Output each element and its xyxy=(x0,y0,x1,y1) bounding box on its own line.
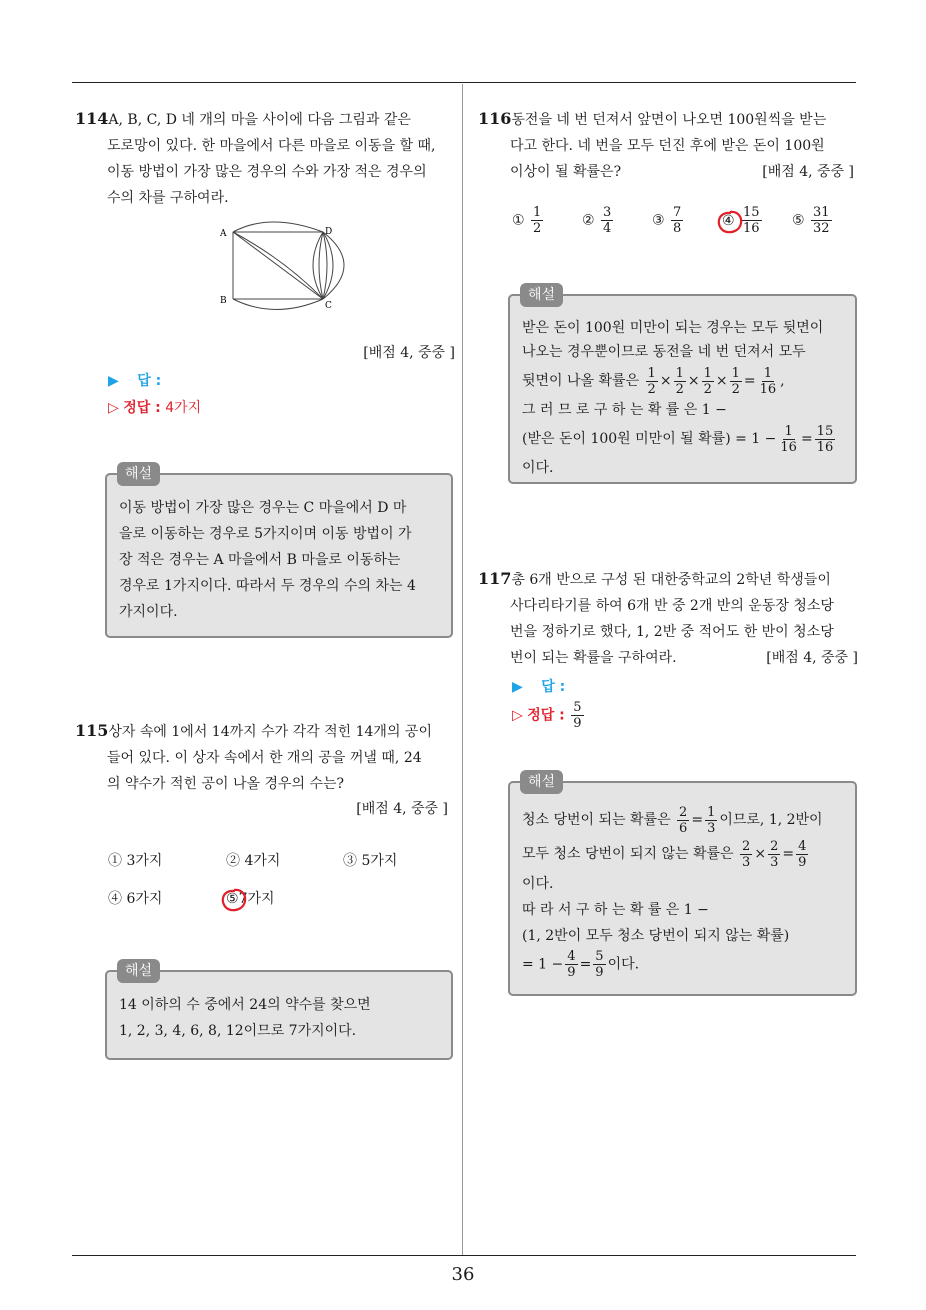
option-2[interactable] xyxy=(582,205,615,236)
option-1[interactable]: ① 3가지 xyxy=(108,853,163,869)
selected-mark xyxy=(722,213,735,229)
option-fraction: $\frac{15}{16}$ xyxy=(743,205,760,236)
question-text-line: 번이 되는 확률을 구하여라. xyxy=(510,650,677,666)
solution-line: 이다. xyxy=(522,460,554,476)
option-5[interactable] xyxy=(792,205,834,236)
solution-line: 14 이하의 수 중에서 24의 약수를 찾으면 xyxy=(119,997,371,1013)
option-1[interactable] xyxy=(512,205,545,236)
question-116 xyxy=(478,106,858,185)
solution-line: 이동 방법이 가장 많은 경우는 C 마을에서 D 마 xyxy=(119,500,407,516)
question-text-line: 이동 방법이 가장 많은 경우의 수와 가장 적은 경우의 xyxy=(107,164,427,180)
option-2[interactable]: ② 4가지 xyxy=(226,853,281,869)
solution-box-115 xyxy=(105,963,453,1060)
solution-line: 가지이다. xyxy=(119,604,178,620)
figure-label-b: B xyxy=(220,296,227,306)
option-mark: ② xyxy=(582,212,595,229)
solution-line: 나오는 경우뿐이므로 동전을 네 번 던져서 모두 xyxy=(522,344,806,360)
correct-triangle-icon: ▷ xyxy=(512,707,523,724)
solution-line: (1, 2반이 모두 청소 당번이 되지 않는 확률) xyxy=(522,928,790,944)
score-label: [배점 4, 중중 ] xyxy=(762,164,854,180)
answer-triangle-icon: ▶ xyxy=(108,373,119,389)
question-115 xyxy=(75,718,460,797)
question-text-line: 번을 정하기로 했다, 1, 2반 중 적어도 한 반이 청소당 xyxy=(510,624,834,640)
option-mark: ① xyxy=(512,212,525,229)
question-number: 115 xyxy=(75,721,109,740)
score-label: [배점 4, 중중 ] xyxy=(766,650,858,666)
option-fraction: $\frac{1}{2}$ xyxy=(533,205,542,236)
correct-label: 정답 : xyxy=(527,707,565,724)
option-fraction: $\frac{7}{8}$ xyxy=(673,205,682,236)
option-mark: ⑤ xyxy=(226,891,239,907)
option-text: 7가지 xyxy=(238,891,275,907)
solution-tag: 해설 xyxy=(520,283,563,307)
option-4[interactable]: ④ 6가지 xyxy=(108,891,163,907)
option-3[interactable]: ③ 5가지 xyxy=(343,853,398,869)
score-label: [배점 4, 중중 ] xyxy=(363,345,455,361)
score-label: [배점 4, 중중 ] xyxy=(356,801,448,817)
answer-row xyxy=(108,370,161,392)
option-4[interactable] xyxy=(722,205,764,236)
option-fraction: $\frac{3}{4}$ xyxy=(603,205,612,236)
solution-line: 을로 이동하는 경우로 5가지이며 이동 방법이 가 xyxy=(119,526,412,542)
column-divider xyxy=(462,84,463,1255)
question-text-line: 총 6개 반으로 구성 된 대한중학교의 2학년 학생들이 xyxy=(511,572,831,588)
solution-line: 모두 청소 당번이 되지 않는 확률은 $\frac{2}{3}$ × $\frac{2}{3}$ = $\frac{4}{9}$ xyxy=(522,838,807,870)
solution-box-117 xyxy=(508,774,857,996)
question-text-line: 의 약수가 적힌 공이 나올 경우의 수는? xyxy=(107,776,345,792)
question-number: 116 xyxy=(478,109,512,128)
solution-box-116 xyxy=(508,287,857,484)
solution-line: 그 러 므 로 구 하 는 확 률 은 1 − xyxy=(522,402,727,418)
solution-line: 이다. xyxy=(522,876,554,892)
correct-value: 4가지 xyxy=(165,400,202,416)
question-text-line: A, B, C, D 네 개의 마을 사이에 다음 그림과 같은 xyxy=(108,112,411,128)
solution-line: 받은 돈이 100원 미만이 되는 경우는 모두 뒷면이 xyxy=(522,320,824,336)
selected-mark xyxy=(226,891,239,907)
solution-line: 청소 당번이 되는 확률은 $\frac{2}{6}$ = $\frac{1}{3}$ 이므로, 1, 2반이 xyxy=(522,804,823,836)
question-text-line: 도로망이 있다. 한 마을에서 다른 마을로 이동을 할 때, xyxy=(107,138,436,154)
solution-line: 1, 2, 3, 4, 6, 8, 12이므로 7가지이다. xyxy=(119,1023,357,1039)
question-number: 114 xyxy=(75,109,109,128)
top-rule xyxy=(72,82,856,83)
option-fraction: $\frac{31}{32}$ xyxy=(813,205,830,236)
correct-fraction: $\frac{5}{9}$ xyxy=(573,700,582,731)
option-3[interactable] xyxy=(652,205,685,236)
figure-label-a: A xyxy=(220,229,227,239)
solution-line: = 1 − $\frac{4}{9}$ = $\frac{5}{9}$ 이다. xyxy=(522,949,640,980)
solution-line: 경우로 1가지이다. 따라서 두 경우의 수의 차는 4 xyxy=(119,578,416,594)
correct-label: 정답 : xyxy=(123,400,161,416)
question-114 xyxy=(75,106,460,211)
answer-triangle-icon: ▶ xyxy=(512,679,523,695)
road-network-figure xyxy=(215,220,355,320)
question-text-line: 상자 속에 1에서 14까지 수가 각각 적힌 14개의 공이 xyxy=(108,724,432,740)
red-circle-icon xyxy=(220,887,248,913)
option-mark: ③ xyxy=(652,212,665,229)
question-text-line: 수의 차를 구하여라. xyxy=(107,190,229,206)
option-mark: ④ xyxy=(722,212,735,229)
question-number: 117 xyxy=(478,569,512,588)
option-mark: ⑤ xyxy=(792,212,805,229)
solution-tag: 해설 xyxy=(117,959,160,983)
answer-label: 답 : xyxy=(137,373,162,389)
answer-label: 답 : xyxy=(541,679,566,695)
question-text-line: 사다리타기를 하여 6개 반 중 2개 반의 운동장 청소당 xyxy=(510,598,834,614)
figure-label-d: D xyxy=(325,227,333,237)
correct-triangle-icon: ▷ xyxy=(108,400,119,416)
question-text-line: 동전을 네 번 던져서 앞면이 나오면 100원씩을 받는 xyxy=(511,112,827,128)
question-117 xyxy=(478,566,858,671)
solution-line: (받은 돈이 100원 미만이 될 확률) = 1 − $\frac{1}{16}$ = $\frac{15}{16}$ xyxy=(522,423,834,455)
solution-tag: 해설 xyxy=(117,462,160,486)
red-circle-icon xyxy=(716,209,744,235)
bottom-rule xyxy=(72,1255,856,1256)
question-text-line: 들어 있다. 이 상자 속에서 한 개의 공을 꺼낼 때, 24 xyxy=(107,750,422,766)
question-text-line: 이상이 될 확률은? xyxy=(510,164,622,180)
question-text-line: 다고 한다. 네 번을 모두 던진 후에 받은 돈이 100원 xyxy=(510,138,825,154)
solution-tag: 해설 xyxy=(520,770,563,794)
figure-label-c: C xyxy=(325,301,332,311)
solution-line: 따 라 서 구 하 는 확 률 은 1 − xyxy=(522,902,709,918)
solution-line: 장 적은 경우는 A 마을에서 B 마을로 이동하는 xyxy=(119,552,401,568)
option-5[interactable] xyxy=(226,888,275,908)
solution-line: 뒷면이 나올 확률은 $\frac{1}{2}$ × $\frac{1}{2}$ × $\frac{1}{2}$ × $\frac{1}{2}$ = $\frac{1}{16}$ , xyxy=(522,365,785,397)
correct-answer-row xyxy=(512,700,586,731)
page-number: 36 xyxy=(451,1264,475,1285)
solution-box-114 xyxy=(105,466,453,638)
answer-row xyxy=(512,676,565,698)
correct-answer-row xyxy=(108,397,201,419)
